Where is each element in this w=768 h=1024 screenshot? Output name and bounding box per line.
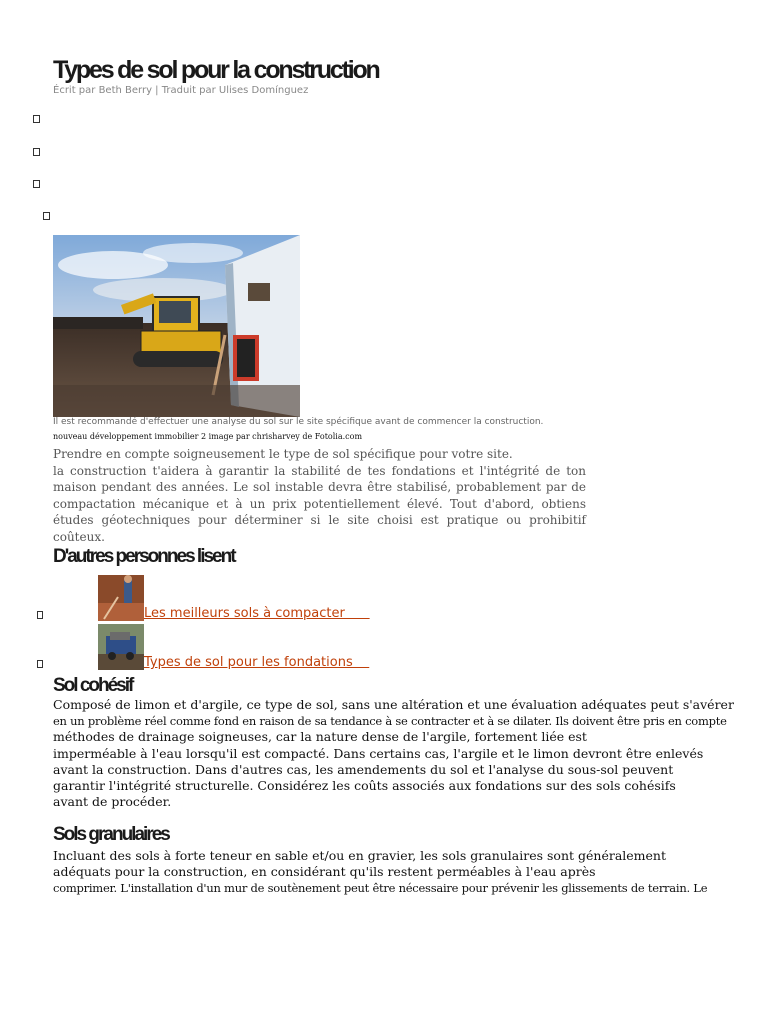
related-link-1[interactable]: Les meilleurs sols à compacter [144, 606, 370, 621]
share-icon-1[interactable] [33, 115, 40, 123]
body-line: imperméable à l'eau lorsqu'il est compacté. Dans certains cas, l'argile et le limon devront être enlevés [53, 745, 704, 761]
section-heading-granular-soils: Sols granulaires [53, 824, 169, 845]
article-title: Types de sol pour la construction [53, 56, 379, 84]
soil-thumbnail-image [98, 575, 144, 621]
photo-credit: nouveau développement immobilier 2 image par chrisharvey de Fotolia.com [53, 432, 363, 441]
related-bullet-icon [37, 660, 43, 668]
body-line: Incluant des sols à forte teneur en sable et/ou en gravier, les sols granulaires sont généralement [53, 848, 666, 863]
related-thumbnail-2[interactable] [98, 624, 144, 670]
related-bullet-icon [37, 611, 43, 619]
related-link-2[interactable]: Types de sol pour les fondations [144, 655, 370, 670]
share-icon-3[interactable] [33, 180, 40, 188]
section-body-cohesive-soil [53, 697, 734, 810]
body-line: méthodes de drainage soigneuses, car la nature dense de l'argile, fortement liée est [53, 729, 587, 745]
intro-paragraph: la construction t'aidera à garantir la stabilité de tes fondations et l'intégrité de ton maison pendant des années. Le sol instable devra être stabilisé, probablement par de compactation mécanique et à un prix potentiellement élevé. Tout d'abord, obtiens études géotechniques pour déterminer si le site choisi est pratique ou prohibitif coûteux. [53, 463, 586, 544]
photo-caption: Il est recommandé d'effectuer une analyse du sol sur le site spécifique avant de commencer la construction. [53, 417, 544, 427]
share-icon-4[interactable] [43, 212, 50, 220]
article-byline: Écrit par Beth Berry | Traduit par Ulises Domínguez [53, 85, 309, 96]
body-line: en un problème réel comme fond en raison de sa tendance à se contracter et à se dilater. Ils doivent être pris en compte [53, 714, 727, 729]
construction-site-image [53, 235, 300, 417]
intro-line: Prendre en compte soigneusement le type de sol spécifique pour votre site. [53, 447, 513, 461]
related-thumbnail-1[interactable] [98, 575, 144, 621]
body-line: avant de procéder. [53, 794, 172, 810]
share-icon-2[interactable] [33, 148, 40, 156]
section-heading-cohesive-soil: Sol cohésif [53, 675, 133, 696]
article-intro [53, 446, 586, 545]
section-body-granular-soils [53, 848, 713, 897]
body-line: avant la construction. Dans d'autres cas, les amendements du sol et l'analyse du sous-sol peuvent [53, 761, 674, 777]
body-line: garantir l'intégrité structurelle. Considérez les coûts associés aux fondations sur des sols cohésifs [53, 778, 676, 794]
body-line: adéquats pour la construction, en considérant qu'ils restent perméables à l'eau après [53, 864, 596, 880]
related-heading: D'autres personnes lisent [53, 546, 235, 567]
body-line: comprimer. L'installation d'un mur de soutènement peut être nécessaire pour prévenir les glissements de terrain. Le [53, 881, 708, 896]
article-photo [53, 235, 300, 417]
body-line: Composé de limon et d'argile, ce type de sol, sans une altération et une évaluation adéquates peut s'avérer [53, 697, 734, 712]
truck-thumbnail-image [98, 624, 144, 670]
